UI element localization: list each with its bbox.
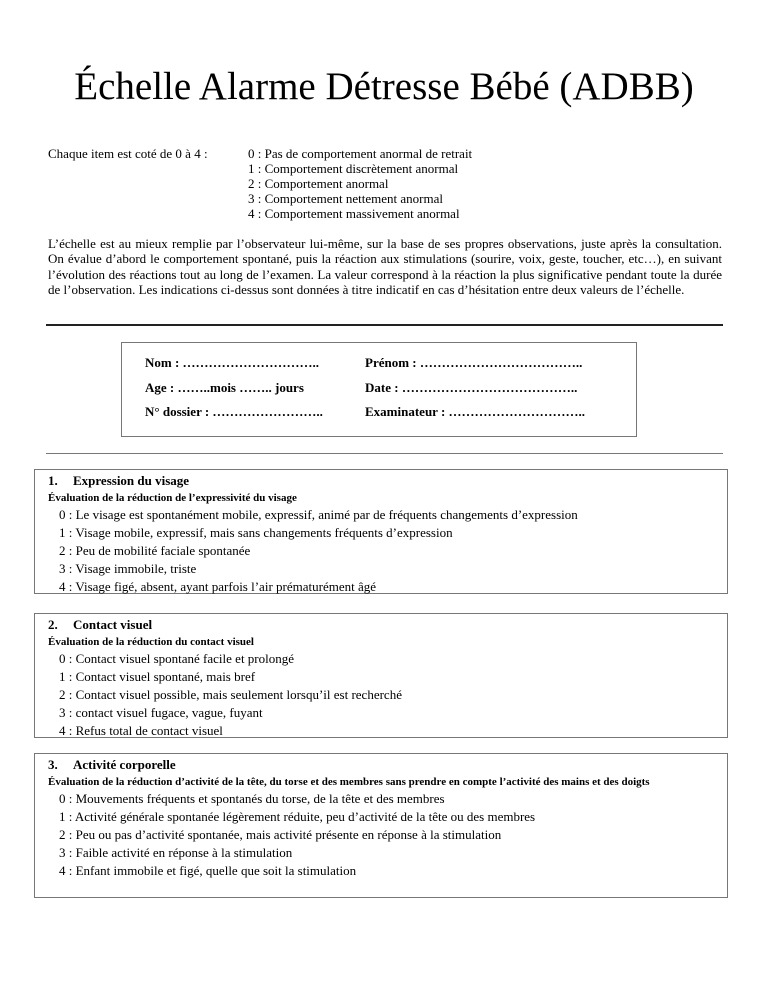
item-subtitle: Évaluation de la réduction du contact visuel	[48, 636, 254, 648]
item-option: 0 : Le visage est spontanément mobile, expressif, animé par de fréquents changements d’expression	[59, 507, 578, 522]
scale-intro: Chaque item est coté de 0 à 4 :	[48, 146, 208, 161]
scale-level: 2 : Comportement anormal	[248, 176, 389, 191]
item-expression-visage	[34, 469, 728, 594]
item-activite-corporelle	[34, 753, 728, 898]
field-age[interactable]: Age : ……..mois …….. jours	[145, 380, 304, 395]
item-option: 2 : Peu de mobilité faciale spontanée	[59, 543, 251, 558]
item-option: 3 : contact visuel fugace, vague, fuyant	[59, 705, 263, 720]
patient-info-box	[121, 342, 637, 437]
item-subtitle: Évaluation de la réduction de l’expressivité du visage	[48, 492, 297, 504]
field-nom[interactable]: Nom : …………………………..	[145, 355, 320, 370]
divider-thin	[46, 453, 723, 454]
field-dossier[interactable]: N° dossier : ……………………..	[145, 404, 323, 419]
scale-level: 4 : Comportement massivement anormal	[248, 206, 460, 221]
item-contact-visuel	[34, 613, 728, 738]
instructions-paragraph: L’échelle est au mieux remplie par l’observateur lui-même, sur la base de ses propres observations, juste après la consultation. On évalue d’abord le comportement spontané, puis la réaction aux stimulations (sourire, voix, geste, toucher, etc…), en suivant l’évolution des réactions tout au long de l’examen. La valeur correspond à la réaction la plus significative pendant toute la durée de l’observation. Les indications ci-dessus sont données à titre indicatif en cas d’hésitation entre deux valeurs de l’échelle.	[48, 236, 722, 298]
item-number: 3.	[48, 757, 58, 772]
scale-level: 3 : Comportement nettement anormal	[248, 191, 443, 206]
item-option: 3 : Faible activité en réponse à la stimulation	[59, 845, 293, 860]
item-option: 1 : Visage mobile, expressif, mais sans changements fréquents d’expression	[59, 525, 453, 540]
item-title: Contact visuel	[73, 617, 153, 632]
item-title: Expression du visage	[73, 473, 190, 488]
item-option: 0 : Contact visuel spontané facile et prolongé	[59, 651, 295, 666]
item-number: 1.	[48, 473, 58, 488]
item-title: Activité corporelle	[73, 757, 176, 772]
field-examinateur[interactable]: Examinateur : …………………………..	[365, 404, 586, 419]
page-title: Échelle Alarme Détresse Bébé (ADBB)	[74, 65, 694, 108]
divider-thick	[46, 324, 723, 326]
field-date[interactable]: Date : …………………………………..	[365, 380, 578, 395]
item-number: 2.	[48, 617, 58, 632]
item-option: 2 : Contact visuel possible, mais seulement lorsqu’il est recherché	[59, 687, 402, 702]
item-option: 4 : Enfant immobile et figé, quelle que soit la stimulation	[59, 863, 357, 878]
item-option: 0 : Mouvements fréquents et spontanés du torse, de la tête et des membres	[59, 791, 445, 806]
field-prenom[interactable]: Prénom : ………………………………..	[365, 355, 583, 370]
item-option: 1 : Contact visuel spontané, mais bref	[59, 669, 256, 684]
item-option: 1 : Activité générale spontanée légèrement réduite, peu d’activité de la tête ou des membres	[59, 809, 536, 824]
item-subtitle: Évaluation de la réduction d’activité de la tête, du torse et des membres sans prendre en compte l’activité des mains et des doigts	[48, 776, 650, 788]
item-option: 4 : Visage figé, absent, ayant parfois l’air prématurément âgé	[59, 579, 376, 594]
scale-level: 1 : Comportement discrètement anormal	[248, 161, 459, 176]
scale-level: 0 : Pas de comportement anormal de retrait	[248, 146, 473, 161]
item-option: 4 : Refus total de contact visuel	[59, 723, 223, 738]
item-option: 3 : Visage immobile, triste	[59, 561, 197, 576]
scale-levels	[248, 146, 472, 221]
item-option: 2 : Peu ou pas d’activité spontanée, mais activité présente en réponse à la stimulation	[59, 827, 502, 842]
